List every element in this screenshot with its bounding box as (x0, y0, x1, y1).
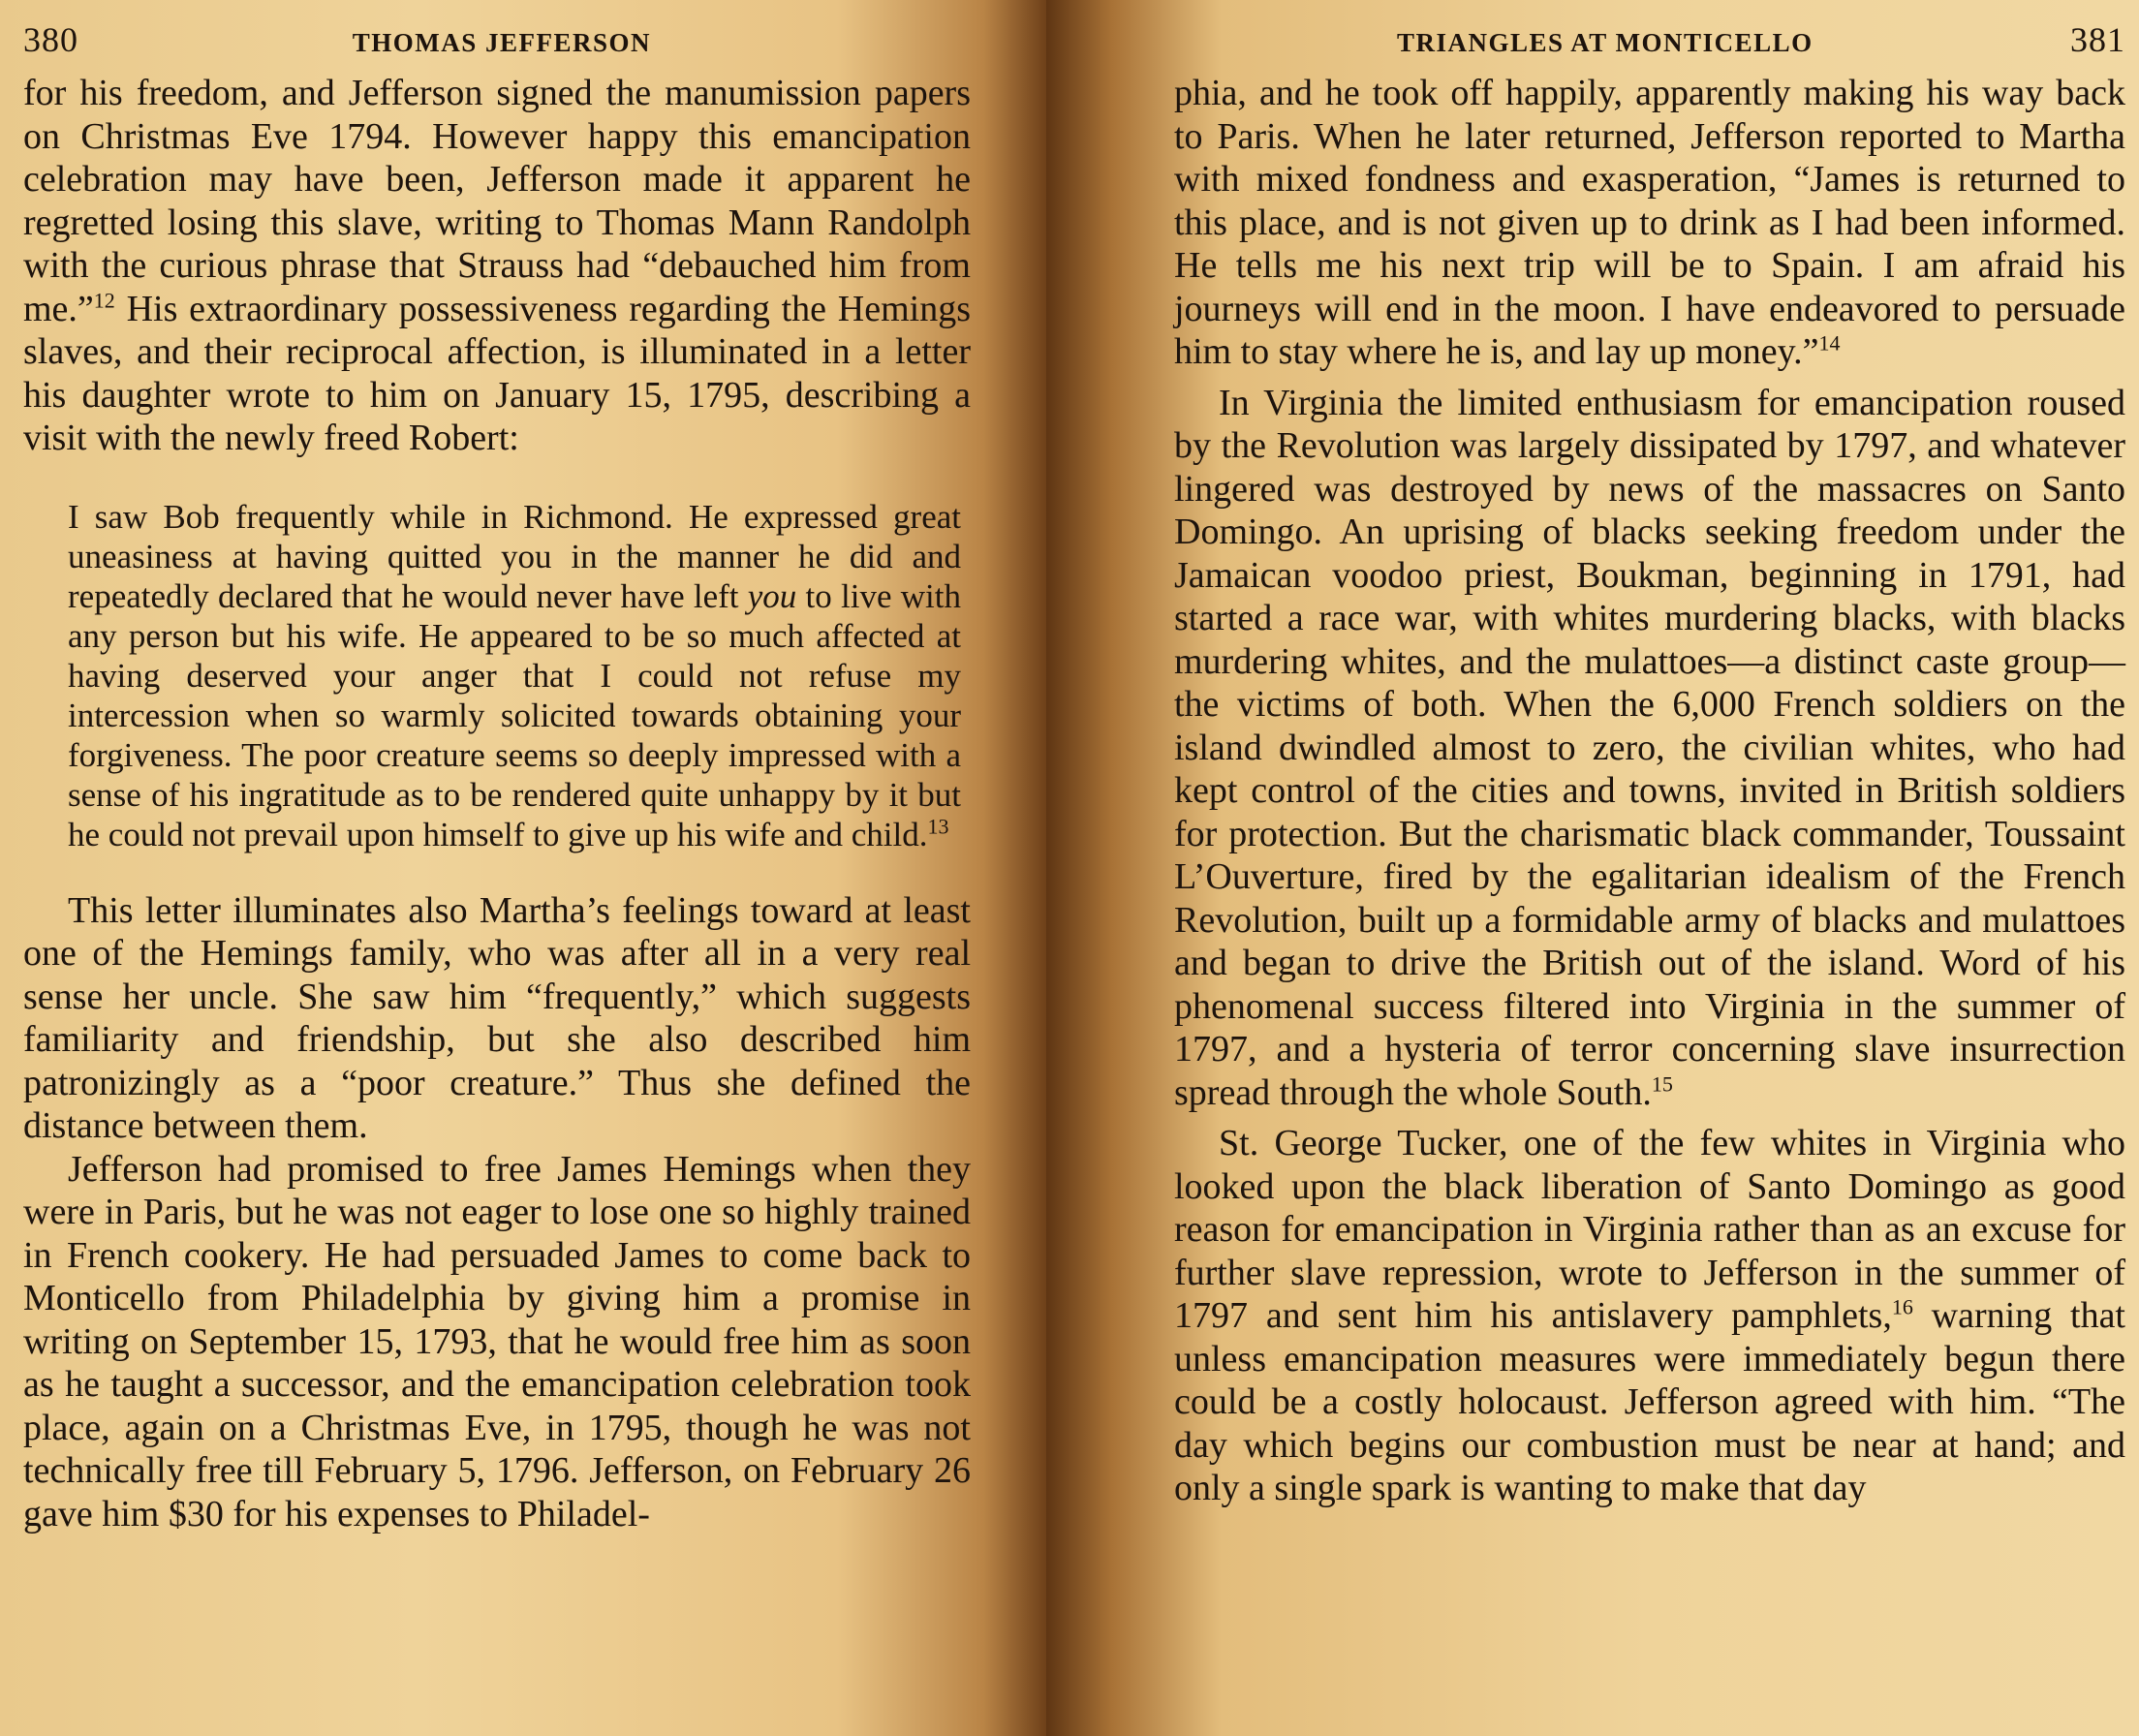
left-paragraph-2: This letter illuminates also Martha’s feelings toward at least one of the Hemings family, who was after all in a very real sense her uncle. She saw him “frequently,” which suggests familiarity and friendship, but she also described him patronizingly as a “poor creature.” Thus she defined the distance between them. (23, 889, 971, 1146)
left-paragraph-3: Jefferson had promised to free James Hemings when they were in Paris, but he was not eager to lose one so highly trained in French cookery. He had persuaded James to come back to Monticello from Philadelphia by giving him a promise in writing on September 15, 1793, that he would free him as soon as he taught a successor, and the emancipation celebration took place, again on a Christmas Eve, in 1795, though he was not technically free till February 5, 1796. Jefferson, on February 26 gave him $30 for his expenses to Philadel- (23, 1148, 971, 1534)
right-running-title: TRIANGLES AT MONTICELLO (1397, 28, 1814, 57)
right-paragraph-3: St. George Tucker, one of the few whites in Virginia who looked upon the black liberation of Santo Domingo as good reason for emancipation in Virginia rather than as an excuse for further slave repression, wrote to Jefferson in the summer of 1797 and sent him his antislavery pamphlets,$^{16}$ warning that unless emancipation measures were immediately begun there could be a costly holocaust. Jefferson agreed with him. “The day which begins our combustion must be near at hand; and only a single spark is wanting to make that day (1174, 1123, 2125, 1508)
paragraph-gap (1174, 1114, 2125, 1122)
left-running-title: THOMAS JEFFERSON (352, 28, 651, 57)
block-quote-text: I saw Bob frequently while in Richmond. He expressed great uneasiness at having quitted you in the manner he did and repeatedly declared that he would never have left you to live with any person but his wife. He appeared to be so much affected at having deserved your anger that I could not refuse my intercession when so warmly solicited towards obtaining your forgiveness. The poor creature seems so deeply impressed with a sense of his ingratitude as to be rendered quite unhappy by it but he could not prevail upon himself to give up his wife and child.$^{13}$ (68, 497, 961, 853)
footnote-ref-12: 12 (93, 287, 115, 312)
right-page-number: 381 (2070, 20, 2125, 59)
paragraph-gap (1174, 374, 2125, 382)
letter-block-quote (68, 497, 971, 854)
footnote-ref-13: 13 (927, 813, 949, 838)
footnote-ref-15: 15 (1651, 1070, 1673, 1096)
right-paragraph-2: In Virginia the limited enthusiasm for emancipation roused by the Revolution was largely dissipated by 1797, and whatever lingered was destroyed by news of the massacres on Santo Domingo. An uprising of blacks seeking freedom under the Jamaican voodoo priest, Boukman, beginning in 1791, had started a race war, with whites murdering blacks, with blacks murdering whites, and the mulattoes—a distinct caste group—the victims of both. When the 6,000 French soldiers on the island dwindled almost to zero, the civilian whites, who had kept control of the cities and towns, invited in British soldiers for protection. But the charismatic black commander, Toussaint L’Ouverture, fired by the egalitarian idealism of the French Revolution, built up a formidable army of blacks and mulattoes and began to drive the British out of the island. Word of his phenomenal success filtered into Virginia in the summer of 1797, and a hysteria of terror concerning slave insurrection spread through the whole South.$^{15}$ (1174, 382, 2125, 1113)
left-running-head (23, 19, 971, 72)
footnote-ref-16: 16 (1891, 1294, 1913, 1319)
right-running-head (1174, 19, 2125, 72)
right-page (1046, 0, 2139, 1736)
right-paragraph-1: phia, and he took off happily, apparently making his way back to Paris. When he later returned, Jefferson reported to Martha with mixed fondness and exasperation, “James is returned to this place, and is not given up to drink as I had been informed. He tells me his next trip will be to Spain. I am afraid his journeys will end in the moon. I have endeavored to persuade him to stay where he is, and lay up money.”$^{14}$ (1174, 73, 2125, 372)
quote-emphasis: you (747, 576, 797, 615)
left-page-number: 380 (23, 20, 78, 59)
footnote-ref-14: 14 (1818, 330, 1841, 356)
left-paragraph-1: for his freedom, and Jefferson signed the manumission papers on Christmas Eve 1794. However happy this emancipation celebration may have been, Jefferson made it apparent he regretted losing this slave, writing to Thomas Mann Randolph with the curious phrase that Strauss had “debauched him from me.”$^{12}$ His extraordinary possessiveness regarding the Hemings slaves, and their reciprocal affection, is illuminated in a letter his daughter wrote to him on January 15, 1795, describing a visit with the newly freed Robert: (23, 73, 971, 458)
left-page (0, 0, 1046, 1736)
